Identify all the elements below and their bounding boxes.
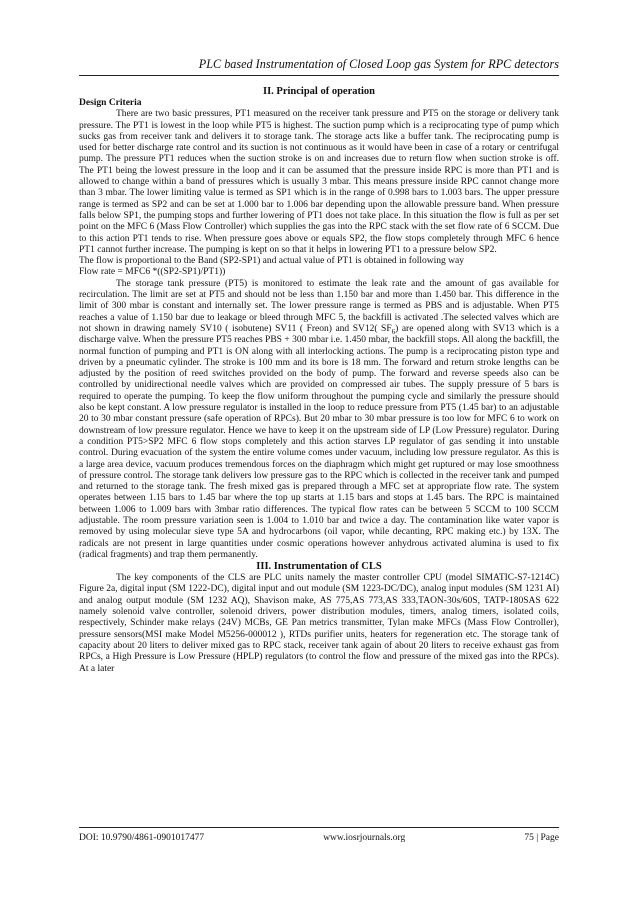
header-rule <box>79 75 559 76</box>
subheading-design-criteria: Design Criteria <box>79 98 142 108</box>
paragraph-storage-tank <box>79 279 559 561</box>
paragraph-basic-pressures: There are two basic pressures, PT1 measured on the receiver tank pressure and PT5 on the storage or delivery tank pressure. The PT1 is lowest in the loop while PT5 is highest. The suction pump which is a reciprocating type of pump which sucks gas from receiver tank and delivers it to storage tank. The storage acts like a buffer tank. The reciprocating pump is used for better discharge rate control and its suction is not continuous as it would have been in case of a rotary or centrifugal pump. The pressure PT1 reduces when the suction stroke is on and increases due to return flow when suction stroke is off. The PT1 being the lowest pressure in the loop and it can be assumed that the pressure inside RPC is more than PT1 and is allowed to change within a band of pressures which is usually 3 mbar. This means pressure inside RPC cannot change more than 3 mbar. The lower limiting value is termed as SP1 which is in the range of 0.998 bars to 1.003 bars. The upper pressure range is termed as SP2 and can be set at 1.000 bar to 1.006 bar depending upon the allowable pressure band. When pressure falls below SP1, the pumping stops and further lowering of PT1 does not take place. In this situation the flow is full as per set point on the MFC 6 (Mass Flow Controller) which supplies the gas into the RPC stack with the set flow rate of 6 SCCM. Due to this action PT1 tends to rise. When pressure goes above or equals SP2, the flow stops completely through MFC 6 hence PT1 cannot further increase. The pumping is kept on so that it helps in lowering PT1 to a pressure below SP2. <box>79 109 559 255</box>
paragraph-key-components: The key components of the CLS are PLC units namely the master controller CPU (model SIMATIC-S7-1214C) Figure 2a, digital input (SM 1222-DC), digital input and out module (SM 1223-DC/DC), analog input modules (SM 1231 AI) and analog output module (SM 1232 AQ), Shavison make, AS 775,AS 773,AS 333,TAON-30s/60S, TATP-180SAS 622 namely solenoid valve controller, solenoid drivers, power distribution modules, timers, analog timers, isolated coils, respectively, Schinder make relays (24V) MCBs, GE Pan metrics transmitter, Tylan make MFCs (Mass Flow Controller), pressure sensors(MSI make Model M5256-000012 ), RTDs purifier units, heaters for regeneration etc. The storage tank of capacity about 20 liters to deliver mixed gas to RPC stack, receiver tank again of about 20 liters to receive exhaust gas from RPCs, a High Pressure is Low Pressure (HPLP) regulators (to control the flow and pressure of the mixed gas into the RPCs). At a later <box>79 573 559 674</box>
footer-page-number: 75 | Page <box>524 833 559 843</box>
footer-website: www.iosrjournals.org <box>323 833 406 843</box>
paragraph-storage-tank-part1: The storage tank pressure (PT5) is monitored to estimate the leak rate and the amount of gas available for recirculation. The limit are set at PT5 and should not be less than 1.150 bar and more than 1.450 bar. This difference in the limit of 300 mbar is constant and internally set. The lower pressure range is termed as PBS and is adjustable. When PT5 reaches a value of 1.150 bar due to leakage or bleed through MFC 5, the backfill is activated .The selected valves which are not shown in drawing namely SV10 ( isobutene) SV11 ( Freon) and SV12( SF <box>79 278 559 334</box>
sf6-subscript: 6 <box>391 327 396 336</box>
page-footer <box>79 833 559 844</box>
section-title-instrumentation: III. Instrumentation of CLS <box>256 561 382 573</box>
paragraph-flow-proportional: The flow is proportional to the Band (SP2-SP1) and actual value of PT1 is obtained in following way <box>79 256 464 267</box>
formula-flow-rate: Flow rate = MFC6 *((SP2-SP1)/PT1)) <box>79 267 226 278</box>
section-title-principal: II. Principal of operation <box>263 86 375 97</box>
footer-doi: DOI: 10.9790/4861-0901017477 <box>79 833 205 843</box>
running-title: PLC based Instrumentation of Closed Loop gas System for RPC detectors <box>198 57 559 71</box>
body-content <box>79 86 559 675</box>
paragraph-storage-tank-part2: ) are opened along with SV13 which is a discharge valve. When the pressure PT5 reaches PBS + 300 mbar i.e. 1.450 mbar, the backfill stops. All along the backfill, the normal function of pumping and PT1 is ON along with all interlocking actions. The pump is a reciprocating piston type and driven by a pneumatic cylinder. The stroke is 100 mm and its bore is 18 mm. The forward and return stroke lengths can be adjusted by the position of reed switches provided on the body of pump. The forward and reverse speeds also can be controlled by unidirectional needle valves which are provided on compressed air tubes. The supply pressure of 5 bars is required to operate the pumping. To keep the flow uniform throughout the pumping cycle and similarly the pressure should also be kept constant. A low pressure regulator is installed in the loop to reduce pressure from PT5 (1.45 bar) to an adjustable 20 to 30 mbar constant pressure (safe operation of RPCs). But 20 mbar to 30 mbar pressure is too low for MFC 6 to work on downstream of low pressure regulator. Hence we have to keep it on the upstream side of LP (Low Pressure) regulator. During a condition PT5>SP2 MFC 6 flow stops completely and this action starves LP regulator of gas sending it into unstable control. During evacuation of the system the entire volume comes under vacuum, including low pressure regulator. As this is a large area device, vacuum produces tremendous forces on the diaphragm which might get ruptured or may lose smoothness of pressure control. The storage tank delivers low pressure gas to the RPC which is collected in the receiver tank and pumped and returned to the storage tank. The fresh mixed gas is prepared through a MFC set at appropriate flow rate. The system operates between 1.15 bars to 1.45 bar where the top up starts at 1.15 bars and stops at 1.45 bars. The RPC is maintained between 1.006 to 1.009 bars with 3mbar ratio differences. The typical flow rates can be between 5 SCCM to 100 SCCM adjustable. The room pressure variation seen is 1.004 to 1.010 bar and twice a day. The contamination like water vapor is removed by using molecular sieve type 5A and hydrocarbons (oil vapor, while decanting, RPC making etc.) by 13X. The radicals are not present in large quantities under cosmic operations however anhydrous activated alumina is used to fix (radical fragments) and trap them permanently. <box>79 323 559 560</box>
footer-rule <box>79 827 559 828</box>
